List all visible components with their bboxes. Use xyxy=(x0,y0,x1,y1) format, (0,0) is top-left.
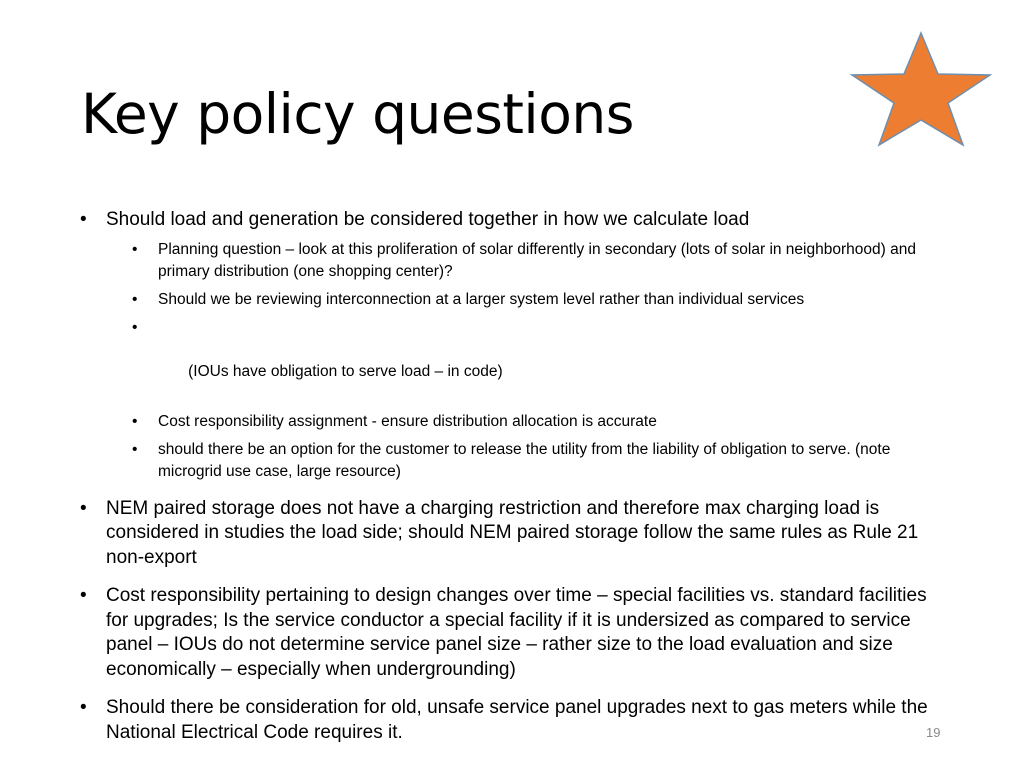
sub-bullet-item xyxy=(80,317,940,405)
sub-bullet-marker: • xyxy=(132,318,138,336)
sub-bullet-item xyxy=(80,289,940,311)
bullet-text: Cost responsibility pertaining to design changes over time – special facilities vs. standard facilities for upgrades; Is the service conductor a special facility if it is undersized as compared to service panel – IOUs do not determine service panel size – rather size to the load evaluation and size economically – especially when undergrounding) xyxy=(106,585,927,680)
bullet-marker: • xyxy=(80,585,87,606)
sub-bullet-text: Cost responsibility assignment - ensure distribution allocation is accurate xyxy=(158,412,657,430)
bullet-text: Should there be consideration for old, unsafe service panel upgrades next to gas meters while the National Electrical Code requires it. xyxy=(106,697,928,743)
sub-bullet-item xyxy=(80,411,940,433)
bullet-item xyxy=(80,584,940,682)
bullet-list xyxy=(80,208,940,745)
sub-bullet-text: Planning question – look at this proliferation of solar differently in secondary (lots of solar in neighborhood) and primary distribution (one shopping center)? xyxy=(158,240,916,280)
sub-bullet-marker: • xyxy=(132,412,138,430)
bullet-item xyxy=(80,696,940,745)
sub-bullet-marker: • xyxy=(132,240,138,258)
star-shape xyxy=(852,33,990,145)
bullet-marker: • xyxy=(80,209,87,230)
sub-bullet-item xyxy=(80,239,940,283)
sub-bullet-text: Should we be reviewing interconnection at a larger system level rather than individual services xyxy=(158,290,805,308)
sub-bullet-marker: • xyxy=(132,440,138,458)
bullet-marker: • xyxy=(80,697,87,718)
sub-bullet-item xyxy=(80,439,940,483)
star-icon xyxy=(848,30,994,148)
bullet-marker: • xyxy=(80,497,87,519)
sub-bullet-text: (IOUs have obligation to serve load – in code) xyxy=(183,362,503,380)
bullet-item xyxy=(80,208,940,233)
sub-bullet-marker: • xyxy=(132,290,138,308)
bullet-text: Should load and generation be considered together in how we calculate load xyxy=(106,209,750,230)
bullet-item xyxy=(80,497,940,571)
sub-bullet-text: should there be an option for the customer to release the utility from the liability of obligation to serve. (note microgrid use case, large resource) xyxy=(158,440,891,480)
bullet-text: NEM paired storage does not have a charging restriction and therefore max charging load is considered in studies the load side; should NEM paired storage follow the same rules as Rule 21 non-export xyxy=(106,497,919,568)
slide-title: Key policy questions xyxy=(81,82,634,146)
page-number: 19 xyxy=(926,725,941,740)
